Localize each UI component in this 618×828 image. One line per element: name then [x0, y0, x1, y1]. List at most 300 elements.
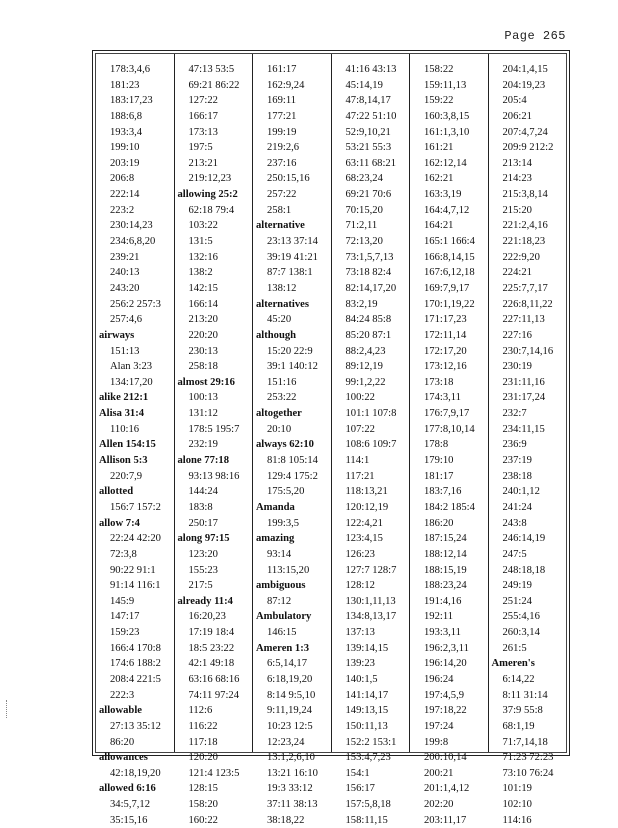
- index-reference: 171:17,23: [424, 314, 467, 326]
- index-term: alone 77:18: [177, 455, 229, 467]
- index-reference: 166:17: [188, 110, 218, 122]
- index-reference: 37:11 38:13: [267, 799, 318, 811]
- index-reference: 10:23 12:5: [267, 720, 313, 732]
- index-reference: 162:9,24: [267, 79, 305, 91]
- index-reference: 158:11,15: [345, 814, 388, 826]
- index-reference: 71:23 72:23: [502, 752, 554, 764]
- index-reference: 173:18: [424, 376, 454, 388]
- index-reference: 63:16 68:16: [188, 673, 240, 685]
- index-reference: 107:22: [345, 423, 375, 435]
- index-reference: 200:10,14: [424, 752, 467, 764]
- index-reference: 213:14: [502, 157, 532, 169]
- index-reference: 183:7,16: [424, 486, 462, 498]
- index-reference: 158:22: [424, 64, 454, 75]
- index-reference: 86:20: [110, 736, 135, 748]
- index-reference: 141:14,17: [345, 689, 389, 701]
- index-reference: 239:21: [110, 251, 140, 263]
- index-reference: 183:8: [188, 501, 213, 513]
- index-reference: 255:4,16: [502, 611, 540, 623]
- index-reference: 159:22: [424, 95, 454, 107]
- margin-mark: [6, 700, 9, 718]
- index-reference: 144:24: [188, 486, 218, 498]
- index-reference: 184:2 185:4: [424, 501, 475, 513]
- index-reference: 178:3,4,6: [110, 64, 151, 75]
- index-reference: 37:9 55:8: [502, 705, 543, 717]
- index-reference: 69:21 70:6: [345, 189, 392, 201]
- index-reference: 201:1,4,12: [424, 783, 470, 795]
- index-reference: 236:9: [502, 439, 527, 451]
- index-reference: 164:4,7,12: [424, 204, 470, 216]
- index-reference: 72:13,20: [345, 236, 383, 248]
- index-reference: 127:7 128:7: [345, 564, 397, 576]
- index-reference: 101:19: [502, 783, 532, 795]
- index-reference: 197:24: [424, 720, 454, 732]
- index-term: allowing 25:2: [177, 189, 238, 201]
- index-reference: 162:12,14: [424, 157, 467, 169]
- index-term: Alisa 31:4: [99, 408, 145, 420]
- index-reference: 87:7 138:1: [267, 267, 313, 279]
- index-reference: 45:20: [267, 314, 292, 326]
- index-reference: 123:20: [188, 548, 218, 560]
- index-reference: 230:13: [188, 345, 218, 357]
- index-reference: 174:3,11: [424, 392, 461, 404]
- index-reference: 250:15,16: [267, 173, 310, 185]
- index-reference: 215:3,8,14: [502, 189, 548, 201]
- index-reference: 74:11 97:24: [188, 689, 240, 701]
- index-table-inner: [95, 53, 567, 826]
- index-reference: 230:14,23: [110, 220, 153, 232]
- index-reference: 70:15,20: [345, 204, 383, 216]
- index-term: Amanda: [256, 501, 295, 513]
- index-reference: 197:18,22: [424, 705, 467, 717]
- index-reference: 156:17: [345, 783, 375, 795]
- index-reference: 137:13: [345, 627, 375, 639]
- index-reference: 12:23,24: [267, 736, 305, 748]
- index-reference: 213:21: [188, 157, 218, 169]
- index-reference: 112:6: [188, 705, 213, 717]
- index-reference: 231:11,16: [502, 376, 545, 388]
- index-reference: 69:21 86:22: [188, 79, 240, 91]
- index-reference: 126:23: [345, 548, 375, 560]
- index-term: allowed 6:16: [99, 783, 156, 795]
- index-reference: 188:15,19: [424, 564, 467, 576]
- index-reference: 230:7,14,16: [502, 345, 554, 357]
- index-term: alternatives: [256, 298, 309, 310]
- index-reference: 161:1,3,10: [424, 126, 470, 138]
- index-reference: 234:6,8,20: [110, 236, 156, 248]
- index-reference: 128:12: [345, 580, 375, 592]
- index-reference: 202:20: [424, 799, 454, 811]
- index-reference: 160:22: [188, 814, 218, 826]
- index-reference: 129:4 175:2: [267, 470, 318, 482]
- index-reference: 169:11: [267, 95, 297, 107]
- index-reference: 127:22: [188, 95, 218, 107]
- index-reference: 193:3,4: [110, 126, 143, 138]
- index-reference: 41:16 43:13: [345, 64, 397, 75]
- index-reference: 68:23,24: [345, 173, 383, 185]
- index-reference: 110:16: [110, 423, 140, 435]
- index-reference: 248:18,18: [502, 564, 546, 576]
- index-reference: 232:19: [188, 439, 218, 451]
- index-term: amazing: [256, 533, 295, 545]
- index-reference: 132:16: [188, 251, 218, 263]
- index-reference: 222:14: [110, 189, 140, 201]
- index-reference: 53:21 55:3: [345, 142, 392, 154]
- index-reference: 85:20 87:1: [345, 329, 392, 341]
- index-reference: 39:19 41:21: [267, 251, 318, 263]
- index-reference: 187:15,24: [424, 533, 467, 545]
- index-reference: 81:8 105:14: [267, 455, 318, 467]
- index-reference: 103:22: [188, 220, 218, 232]
- index-reference: 203:11,17: [424, 814, 467, 826]
- index-reference: 47:8,14,17: [345, 95, 391, 107]
- index-reference: 157:5,8,18: [345, 799, 391, 811]
- page-number: Page 265: [504, 29, 566, 43]
- index-reference: 219:2,6: [267, 142, 300, 154]
- index-term: allowable: [99, 705, 142, 717]
- index-reference: 13:21 16:10: [267, 767, 318, 779]
- index-reference: 221:18,23: [502, 236, 546, 248]
- index-reference: 205:4: [502, 95, 527, 107]
- index-reference: 230:19: [502, 361, 532, 373]
- index-reference: 257:4,6: [110, 314, 143, 326]
- index-reference: 101:1 107:8: [345, 408, 397, 420]
- index-reference: 221:2,4,16: [502, 220, 548, 232]
- index-reference: 206:21: [502, 110, 532, 122]
- index-reference: 27:13 35:12: [110, 720, 161, 732]
- index-column-6: [489, 54, 567, 826]
- index-reference: 173:12,16: [424, 361, 467, 373]
- index-reference: 225:7,7,17: [502, 282, 548, 294]
- index-reference: 214:23: [502, 173, 532, 185]
- index-reference: 131:12: [188, 408, 218, 420]
- index-reference: 63:11 68:21: [345, 157, 397, 169]
- index-reference: 73:1,5,7,13: [345, 251, 394, 263]
- index-reference: 52:9,10,21: [345, 126, 391, 138]
- index-reference: 192:11: [424, 611, 454, 623]
- index-reference: 174:6 188:2: [110, 658, 161, 670]
- index-column-4: [332, 54, 411, 826]
- index-reference: 199:19: [267, 126, 297, 138]
- index-reference: 87:12: [267, 595, 292, 607]
- index-reference: 89:12,19: [345, 361, 383, 373]
- index-reference: 204:1,4,15: [502, 64, 548, 75]
- index-table: [92, 50, 570, 826]
- index-reference: 88:2,4,23: [345, 345, 386, 357]
- index-reference: 20:10: [267, 423, 292, 435]
- index-reference: 34:5,7,12: [110, 799, 151, 811]
- index-reference: 178:8: [424, 439, 449, 451]
- index-reference: Alan 3:23: [110, 361, 153, 373]
- index-reference: 151:16: [267, 376, 297, 388]
- index-column-2: [175, 54, 254, 826]
- index-reference: 234:11,15: [502, 423, 545, 435]
- index-reference: 8:14 9:5,10: [267, 689, 316, 701]
- index-reference: 116:22: [188, 720, 218, 732]
- index-reference: 199:3,5: [267, 517, 300, 529]
- index-term: along 97:15: [177, 533, 230, 545]
- index-reference: 140:1,5: [345, 673, 378, 685]
- index-reference: 154:1: [345, 767, 370, 779]
- index-term: ambiguous: [256, 580, 306, 592]
- index-term: alike 212:1: [99, 392, 149, 404]
- index-reference: 73:18 82:4: [345, 267, 392, 279]
- index-reference: 93:13 98:16: [188, 470, 240, 482]
- index-reference: 179:10: [424, 455, 454, 467]
- index-reference: 213:20: [188, 314, 218, 326]
- index-reference: 145:9: [110, 595, 135, 607]
- index-reference: 196:24: [424, 673, 454, 685]
- index-reference: 166:8,14,15: [424, 251, 475, 263]
- index-term: alternative: [256, 220, 305, 232]
- index-reference: 151:13: [110, 345, 140, 357]
- index-reference: 199:8: [424, 736, 449, 748]
- index-reference: 167:6,12,18: [424, 267, 475, 279]
- index-reference: 163:3,19: [424, 189, 462, 201]
- index-term: allow 7:4: [99, 517, 140, 529]
- index-reference: 134:17,20: [110, 376, 153, 388]
- index-reference: 258:1: [267, 204, 292, 216]
- index-reference: 122:4,21: [345, 517, 383, 529]
- index-reference: 23:13 37:14: [267, 236, 318, 248]
- index-reference: 22:24 42:20: [110, 533, 161, 545]
- index-reference: 199:10: [110, 142, 140, 154]
- index-reference: 166:4 170:8: [110, 642, 161, 654]
- index-reference: 118:13,21: [345, 486, 388, 498]
- index-reference: 47:13 53:5: [188, 64, 235, 75]
- index-columns: [96, 54, 566, 826]
- index-reference: 250:17: [188, 517, 218, 529]
- index-reference: 188:6,8: [110, 110, 143, 122]
- index-reference: 42:1 49:18: [188, 658, 235, 670]
- index-reference: 161:21: [424, 142, 454, 154]
- index-reference: 134:8,13,17: [345, 611, 397, 623]
- index-reference: 155:23: [188, 564, 218, 576]
- index-reference: 156:7 157:2: [110, 501, 161, 513]
- index-reference: 152:2 153:1: [345, 736, 397, 748]
- index-reference: 249:19: [502, 580, 532, 592]
- index-reference: 197:5: [188, 142, 213, 154]
- index-column-3: [253, 54, 332, 826]
- index-reference: 223:2: [110, 204, 135, 216]
- index-reference: 247:5: [502, 548, 527, 560]
- index-reference: 158:20: [188, 799, 218, 811]
- index-reference: 84:24 85:8: [345, 314, 392, 326]
- index-reference: 91:14 116:1: [110, 580, 161, 592]
- index-reference: 226:8,11,22: [502, 298, 553, 310]
- index-reference: 162:21: [424, 173, 454, 185]
- index-reference: 164:21: [424, 220, 454, 232]
- index-reference: 62:18 79:4: [188, 204, 235, 216]
- index-reference: 253:22: [267, 392, 297, 404]
- index-reference: 169:7,9,17: [424, 282, 470, 294]
- index-term: always 62:10: [256, 439, 314, 451]
- index-reference: 68:1,19: [502, 720, 535, 732]
- index-reference: 170:1,19,22: [424, 298, 475, 310]
- index-reference: 146:15: [267, 627, 297, 639]
- index-reference: 227:11,13: [502, 314, 545, 326]
- index-reference: 131:5: [188, 236, 213, 248]
- index-reference: 200:21: [424, 767, 454, 779]
- index-reference: 39:1 140:12: [267, 361, 318, 373]
- index-term: Allen 154:15: [99, 439, 156, 451]
- index-reference: 237:16: [267, 157, 297, 169]
- index-reference: 188:12,14: [424, 548, 467, 560]
- index-reference: 206:8: [110, 173, 135, 185]
- index-reference: 147:17: [110, 611, 140, 623]
- index-reference: 257:22: [267, 189, 297, 201]
- index-reference: 196:14,20: [424, 658, 467, 670]
- index-reference: 197:4,5,9: [424, 689, 465, 701]
- index-reference: 113:15,20: [267, 564, 310, 576]
- index-reference: 227:16: [502, 329, 532, 341]
- index-reference: 149:13,15: [345, 705, 389, 717]
- index-reference: 166:14: [188, 298, 218, 310]
- index-reference: 71:7,14,18: [502, 736, 548, 748]
- index-column-5: [410, 54, 489, 826]
- index-reference: 208:4 221:5: [110, 673, 161, 685]
- index-reference: 224:21: [502, 267, 532, 279]
- index-reference: 261:5: [502, 642, 527, 654]
- index-reference: 176:7,9,17: [424, 408, 470, 420]
- index-reference: 83:2,19: [345, 298, 378, 310]
- index-reference: 177:21: [267, 110, 297, 122]
- index-reference: 100:22: [345, 392, 375, 404]
- index-reference: 121:4 123:5: [188, 767, 240, 779]
- index-reference: 100:13: [188, 392, 218, 404]
- index-reference: 193:3,11: [424, 627, 461, 639]
- index-reference: 183:17,23: [110, 95, 153, 107]
- index-reference: 82:14,17,20: [345, 282, 397, 294]
- index-reference: 207:4,7,24: [502, 126, 548, 138]
- index-reference: 6:18,19,20: [267, 673, 313, 685]
- index-term: airways: [99, 329, 135, 341]
- index-reference: 130:1,11,13: [345, 595, 396, 607]
- index-reference: 243:20: [110, 282, 140, 294]
- index-reference: 159:11,13: [424, 79, 467, 91]
- index-reference: 114:16: [502, 814, 532, 826]
- index-reference: 260:3,14: [502, 627, 540, 639]
- index-term: Ameren 1:3: [256, 642, 310, 654]
- index-reference: 9:11,19,24: [267, 705, 312, 717]
- index-reference: 47:22 51:10: [345, 110, 397, 122]
- index-reference: 139:23: [345, 658, 375, 670]
- index-term: already 11:4: [177, 595, 233, 607]
- index-reference: 90:22 91:1: [110, 564, 156, 576]
- index-reference: 117:18: [188, 736, 218, 748]
- index-term: allowances: [99, 752, 148, 764]
- index-reference: 240:13: [110, 267, 140, 279]
- index-reference: 222:3: [110, 689, 135, 701]
- index-reference: 38:18,22: [267, 814, 305, 826]
- index-reference: 45:14,19: [345, 79, 383, 91]
- index-term: almost 29:16: [177, 376, 235, 388]
- index-reference: 243:8: [502, 517, 527, 529]
- index-reference: 117:21: [345, 470, 375, 482]
- index-term: Ambulatory: [256, 611, 312, 623]
- index-reference: 72:3,8: [110, 548, 137, 560]
- index-reference: 246:14,19: [502, 533, 546, 545]
- index-reference: 181:23: [110, 79, 140, 91]
- index-reference: 102:10: [502, 799, 532, 811]
- index-reference: 172:17,20: [424, 345, 467, 357]
- index-reference: 191:4,16: [424, 595, 462, 607]
- index-reference: 160:3,8,15: [424, 110, 470, 122]
- index-reference: 219:12,23: [188, 173, 232, 185]
- index-reference: 123:4,15: [345, 533, 383, 545]
- index-reference: 175:5,20: [267, 486, 305, 498]
- index-term: although: [256, 329, 297, 341]
- index-reference: 209:9 212:2: [502, 142, 554, 154]
- index-reference: 8:11 31:14: [502, 689, 548, 701]
- index-reference: 251:24: [502, 595, 532, 607]
- index-reference: 114:1: [345, 455, 370, 467]
- index-reference: 71:2,11: [345, 220, 378, 232]
- index-reference: 18:5 23:22: [188, 642, 235, 654]
- index-reference: 120:20: [188, 752, 218, 764]
- index-reference: 42:18,19,20: [110, 767, 161, 779]
- index-reference: 19:3 33:12: [267, 783, 313, 795]
- index-reference: 178:5 195:7: [188, 423, 240, 435]
- index-reference: 231:17,24: [502, 392, 546, 404]
- index-reference: 15:20 22:9: [267, 345, 313, 357]
- index-reference: 172:11,14: [424, 329, 467, 341]
- index-reference: 186:20: [424, 517, 454, 529]
- index-reference: 17:19 18:4: [188, 627, 235, 639]
- index-column-1: [96, 54, 175, 826]
- index-reference: 6:5,14,17: [267, 658, 308, 670]
- index-reference: 138:12: [267, 282, 297, 294]
- index-reference: 222:9,20: [502, 251, 540, 263]
- index-reference: 6:14,22: [502, 673, 535, 685]
- index-term: Allison 5:3: [99, 455, 148, 467]
- index-reference: 203:19: [110, 157, 140, 169]
- index-term: Ameren's: [491, 658, 535, 670]
- index-term: allotted: [99, 486, 134, 498]
- index-reference: 99:1,2,22: [345, 376, 386, 388]
- index-reference: 153:4,7,23: [345, 752, 391, 764]
- index-reference: 173:13: [188, 126, 218, 138]
- index-reference: 16:20,23: [188, 611, 226, 623]
- index-reference: 258:18: [188, 361, 218, 373]
- index-reference: 165:1 166:4: [424, 236, 475, 248]
- index-reference: 159:23: [110, 627, 140, 639]
- index-term: altogether: [256, 408, 302, 420]
- index-reference: 93:14: [267, 548, 292, 560]
- index-reference: 150:11,13: [345, 720, 388, 732]
- index-reference: 120:12,19: [345, 501, 389, 513]
- index-reference: 204:19,23: [502, 79, 546, 91]
- index-reference: 215:20: [502, 204, 532, 216]
- index-reference: 238:18: [502, 470, 532, 482]
- index-reference: 73:10 76:24: [502, 767, 554, 779]
- index-reference: 241:24: [502, 501, 532, 513]
- index-reference: 161:17: [267, 64, 297, 75]
- index-reference: 220:7,9: [110, 470, 143, 482]
- index-reference: 196:2,3,11: [424, 642, 469, 654]
- index-reference: 181:17: [424, 470, 454, 482]
- index-reference: 232:7: [502, 408, 527, 420]
- index-reference: 128:15: [188, 783, 218, 795]
- index-reference: 108:6 109:7: [345, 439, 397, 451]
- index-reference: 220:20: [188, 329, 218, 341]
- index-reference: 188:23,24: [424, 580, 467, 592]
- index-reference: 35:15,16: [110, 814, 148, 826]
- index-reference: 139:14,15: [345, 642, 389, 654]
- index-reference: 177:8,10,14: [424, 423, 475, 435]
- index-reference: 142:15: [188, 282, 218, 294]
- index-reference: 237:19: [502, 455, 532, 467]
